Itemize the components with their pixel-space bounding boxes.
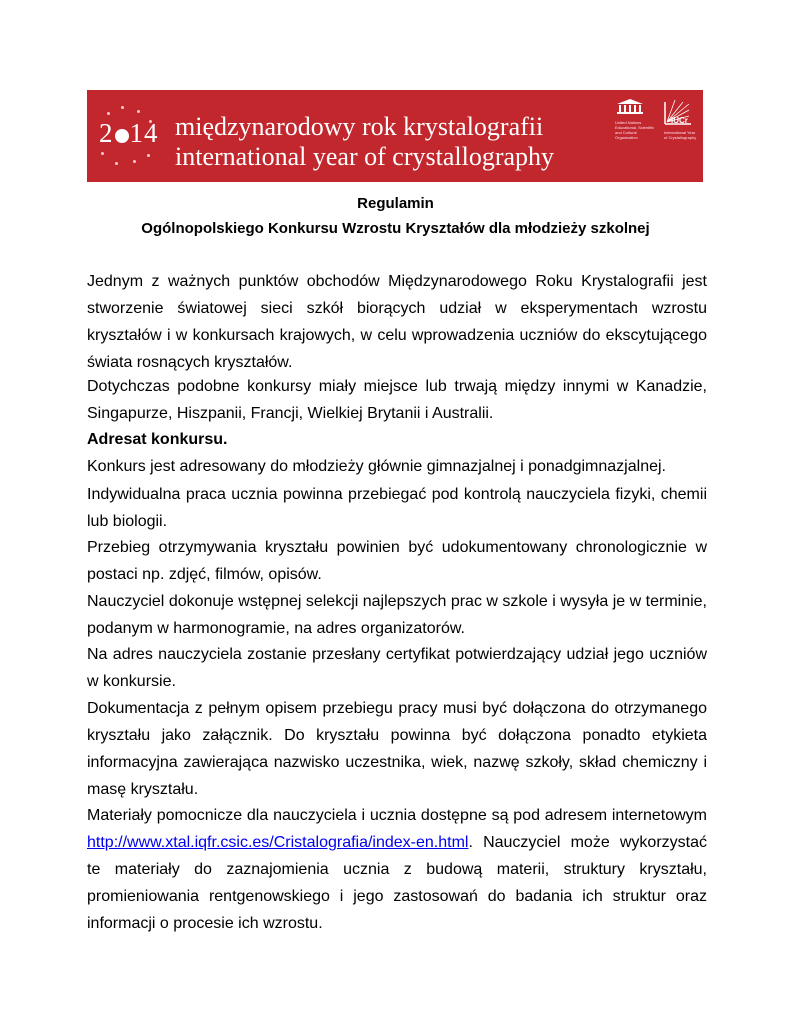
materials-paragraph [87,802,707,937]
svg-text:IUCr: IUCr [671,116,688,125]
materials-text-before: Materiały pomocnicze dla nauczyciela i ucznia dostępne są pod adresem internetowym [87,807,707,824]
page-subtitle: Ogólnopolskiego Konkursu Wzrostu Kryształów dla młodzieży szkolnej [141,220,650,237]
iucr-caption: International Year of Crystallography [664,130,697,140]
section-heading-adresat: Adresat konkursu. [87,431,228,448]
unesco-temple-icon [615,98,645,114]
attachment-paragraph: Dokumentacja z pełnym opisem przebiegu pracy musi być dołączona do otrzymanego kryształu jako załącznik. Do kryształu powinna być dołączona ponadto etykieta informacyjna zawierająca nazwisko uczestnika, wiek, nazwę szkoły, skład chemiczny i masę kryształu. [87,700,707,798]
intro-paragraph: Jednym z ważnych punktów obchodów Międzynarodowego Roku Krystalografii jest stworzenie światowej sieci szkół biorących udział w eksperymentach wzrostu kryształów i w konkursach krajowych, w celu wprowadzenia uczniów do ekscytującego świata rosnących kryształów. [87,273,707,371]
year-digit: 2 [99,118,114,148]
unesco-caption: United Nations Educational, Scientific and Cultural Organization [615,120,655,140]
sparkle-dot [115,162,118,165]
iucr-emblem-icon [663,98,693,126]
sparkle-dot [133,160,136,163]
documentation-paragraph: Przebieg otrzymywania kryształu powinien być udokumentowany chronologicznie w postaci np. zdjęć, filmów, opisów. [87,539,707,583]
supervision-paragraph: Indywidualna praca ucznia powinna przebiegać pod kontrolą nauczyciela fizyki, chemii lub biologii. [87,486,707,530]
materials-text-after: . Nauczyciel może wykorzystać te materiały do zaznajomienia ucznia z budową materii, struktury kryształu, promieniowania rentgenowskiego i jego zastosowań do badania ich struktur oraz informacji o procesie ich wzrostu. [87,834,707,932]
year-logo [99,118,159,149]
banner-title-pl: międzynarodowy rok krystalografii [175,112,544,141]
banner-title-en: international year of crystallography [175,142,555,171]
crystal-dot-icon [115,129,129,143]
certificate-paragraph: Na adres nauczyciela zostanie przesłany certyfikat potwierdzający udział jego uczniów w konkursie. [87,646,707,690]
sparkle-dot [107,112,110,115]
sparkle-dot [137,110,140,113]
sparkle-dot [147,154,150,157]
selection-paragraph: Nauczyciel dokonuje wstępnej selekcji najlepszych prac w szkole i wysyła je w terminie, podanym w harmonogramie, na adres organizatorów. [87,593,707,637]
materials-link[interactable]: http://www.xtal.iqfr.csic.es/Cristalografia/index-en.html [87,834,469,851]
year-digits: 14 [129,118,159,148]
page-title: Regulamin [357,195,434,212]
iycr-banner [87,90,703,182]
sparkle-dot [101,152,104,155]
audience-paragraph: Konkurs jest adresowany do młodzieży głównie gimnazjalnej i ponadgimnazjalnej. [87,458,666,475]
history-paragraph: Dotychczas podobne konkursy miały miejsce lub trwają między innymi w Kanadzie, Singapurze, Hiszpanii, Francji, Wielkiej Brytanii i Australii. [87,378,707,422]
sparkle-dot [121,106,124,109]
